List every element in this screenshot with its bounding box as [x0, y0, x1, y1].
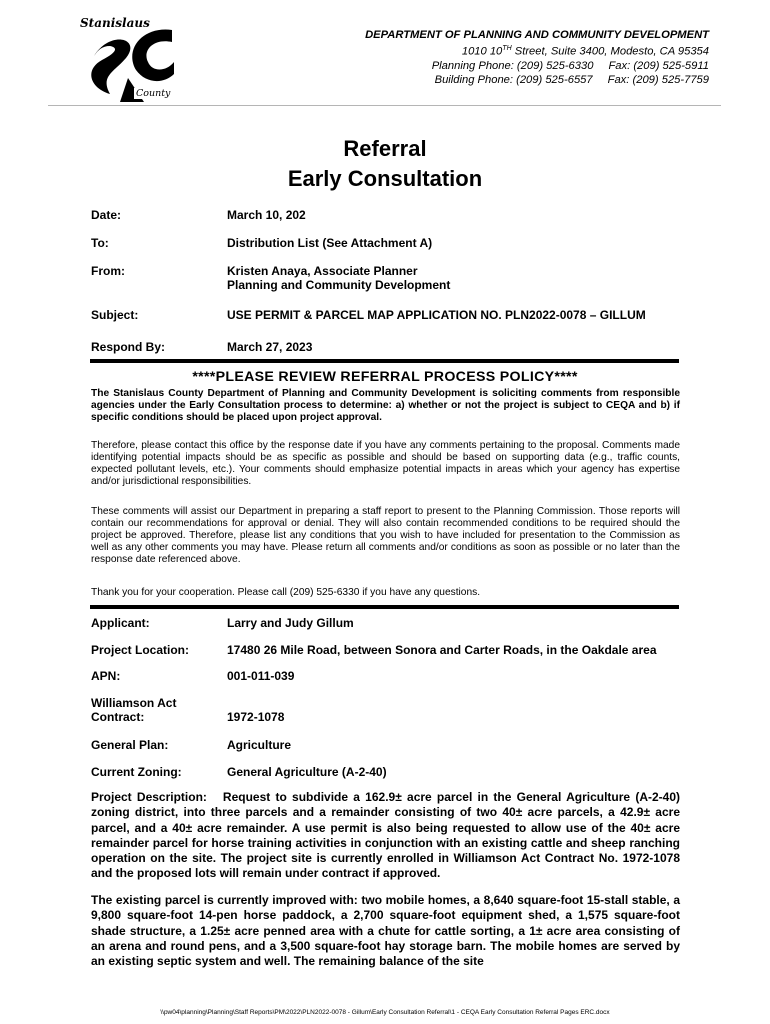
thank-you-note: Thank you for your cooperation. Please call (209) 525-6330 if you have any questions.	[91, 587, 481, 598]
department-name: DEPARTMENT OF PLANNING AND COMMUNITY DEVELOPMENT	[365, 29, 709, 41]
county-logo	[80, 18, 176, 102]
title-early-consultation: Early Consultation	[287, 166, 483, 191]
policy-heading: ****PLEASE REVIEW REFERRAL PROCESS POLICY****	[192, 369, 578, 385]
file-path-footer: \\pw04\planning\Planning\Staff Reports\PM\2022\PLN2022-0078 - Gillum\Early Consultation Referral\1 - CEQA Early Consultation Referral Pages ERC.docx	[160, 1009, 610, 1016]
department-header	[365, 28, 709, 88]
policy-intro: The Stanislaus County Department of Planning and Community Development is soliciting comments from responsible agencies under the Early Consultation process to determine: a) whether or not the project is subject to CEQA and b) if specific conditions should be placed upon project approval.	[91, 388, 680, 423]
logo-bottom-word: County	[136, 88, 171, 99]
logo-top-word: Stanislaus	[80, 16, 150, 30]
policy-paragraph-3: These comments will assist our Department in preparing a staff report to present to the Planning Commission. Those reports will contain our recommendations for approval or denial. They will also contain recommended conditions to be required should the project be approved. Therefore, please list any conditions that you wish to have included for presentation to the Commission as well as any other comments you may have. Please return all comments and/or conditions as soon as possible or no later than the response date referenced above.	[91, 506, 680, 565]
building-contact: Building Phone: (209) 525-6557 Fax: (209) 525-7759	[434, 74, 709, 87]
department-address: 1010 10TH Street, Suite 3400, Modesto, CA 95354	[461, 45, 709, 58]
title-referral: Referral	[343, 136, 427, 161]
policy-paragraph-2: Therefore, please contact this office by the response date if you have any comments pertaining to the proposal. Comments made identifying potential impacts should be as specific as possible and should be based on supporting data (e.g., traffic counts, expected pollutant levels, etc.). Your comments should emphasize potential impacts in areas which your agency has expertise and/or jurisdictional responsibilities.	[91, 440, 680, 487]
project-description: Project Description: Request to subdivide a 162.9± acre parcel in the General Agriculture (A-2-40) zoning district, into three parcels and a remainder consisting of two 40± acre parcels, a 42.9± acre parcel, and a 40± acre remainder. A use permit is also being requested to allow use of the 40± acre remainder parcel for horse training activities in conjunction with an existing cattle and sheep ranching operation on the site. The project site is currently enrolled in Williamson Act Contract No. 1972-1078 and the proposed lots will remain under contract if approved.	[91, 790, 680, 881]
section-divider-bottom	[90, 605, 679, 609]
section-divider-top	[90, 359, 679, 363]
planning-contact: Planning Phone: (209) 525-6330 Fax: (209) 525-5911	[431, 60, 709, 73]
header-divider	[48, 105, 721, 106]
existing-improvements: The existing parcel is currently improved with: two mobile homes, a 8,640 square-foot 15-stall stable, a 9,800 square-foot 14-pen horse paddock, a 2,700 square-foot equipment shed, a 1,575 square-foot shade structure, a 1.25± acre penned area with a chute for cattle sorting, a 1± acre area consisting of an arena and round pens, and a 3,500 square-foot hay storage barn. The mobile homes are served by an existing septic system and well. The remaining balance of the site	[91, 893, 680, 969]
